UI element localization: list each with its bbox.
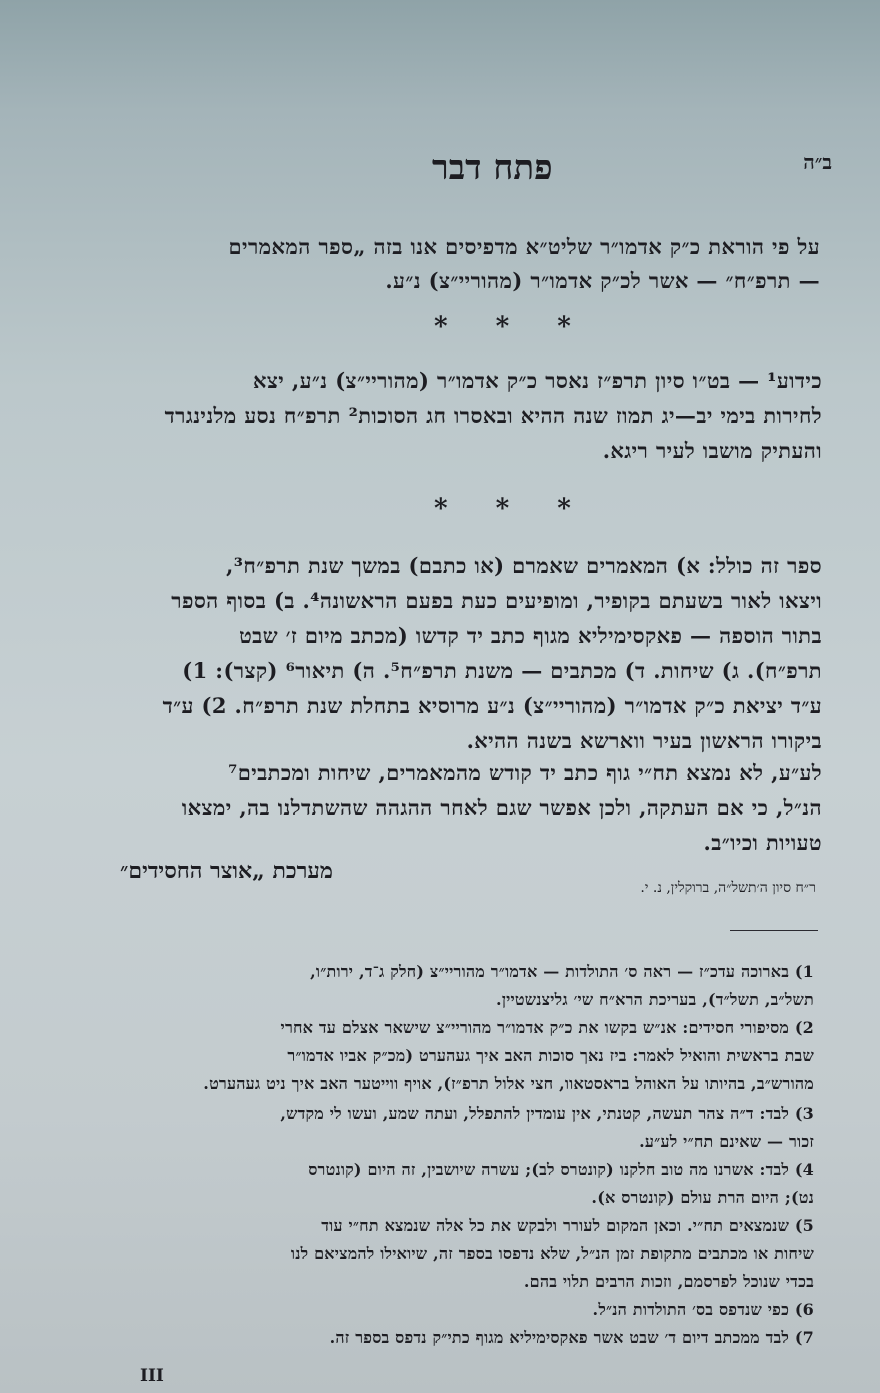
footnote-line: 3) לבד: ד״ה צהר תעשה, קטנתי, אין עומדין להתפלל, ועתה שמע, ועשו לי מקדש, (280, 1104, 814, 1123)
footnote-line: זכור — שאינם תח״י לע״ע. (639, 1132, 814, 1151)
star: * (495, 312, 510, 342)
star: * (557, 312, 571, 342)
paragraph-line: תרפ״ח). ג) שיחות. ד) מכתבים — משנת תרפ״ח⁵. ה) תיאור⁶ (קצר): 1) (182, 658, 822, 683)
footnote-line: 6) כפי שנדפס בס׳ התולדות הנ״ל. (592, 1300, 814, 1319)
page-label: ב״ה (803, 150, 832, 174)
section-divider-stars (410, 312, 595, 342)
footnote-line: 1) בארוכה עדכ״ז — ראה ס׳ התולדות — אדמו״ר מהוריי״צ (חלק ג־ד, ירות״ו, (310, 962, 814, 981)
paragraph-line: והעתיק מושבו לעיר ריגא. (602, 438, 822, 463)
footnote-line: שיחות או מכתבים מתקופת זמן הנ״ל, שלא נדפסו בספר זה, שיואילו להמציאם לנו (290, 1244, 814, 1263)
paragraph-line: טעויות וכיו״ב. (703, 830, 822, 855)
page-number: III (140, 1366, 164, 1386)
footnote-line: תשל״ב, תשל״ד), בעריכת הרא״ח שי׳ גליצנשטיין. (496, 990, 814, 1009)
paragraph-line: ספר זה כולל: א) המאמרים שאמרם (או כתבם) במשך שנת תרפ״ח³, (226, 553, 822, 578)
paragraph-line: לחירות בימי יב—יג תמוז שנה ההיא ובאסרו חג הסוכות² תרפ״ח נסע מלנינגרד (164, 403, 822, 428)
footnote-line: 7) לבד ממכתב דיום ד׳ שבט אשר פאקסימיליא מגוף כתי״ק נדפס בספר זה. (329, 1328, 814, 1347)
date-line: ר״ח סיון ה׳תשל״ה, ברוקלין, נ. י. (640, 880, 816, 896)
section-divider-stars (410, 494, 595, 524)
paragraph-line: ע״ד יציאת כ״ק אדמו״ר (מהוריי״צ) נ״ע מרוסיא בתחלת שנת תרפ״ח. 2) ע״ד (162, 693, 822, 718)
footnote-divider (730, 930, 818, 931)
footnote-line: נט); היום הרת עולם (קונטרס א). (591, 1188, 814, 1207)
intro-line: — תרפ״ח״ — אשר לכ״ק אדמו״ר (מהוריי״צ) נ״ע. (385, 268, 820, 293)
page-title: פתח דבר (432, 148, 553, 188)
paragraph-line: ויצאו לאור בשעתם בקופיר, ומופיעים כעת בפעם הראשונה⁴. ב) בסוף הספר (171, 588, 822, 613)
paragraph-line: לע״ע, לא נמצא תח״י גוף כתב יד קודש מהמאמרים, שיחות ומכתבים⁷ (228, 760, 822, 785)
footnote-line: 4) לבד: אשרנו מה טוב חלקנו (קונטרס לב); עשרה שיושבין, זה היום (קונטרס (308, 1160, 814, 1179)
paragraph-line: כידוע¹ — בט״ו סיון תרפ״ז נאסר כ״ק אדמו״ר (מהוריי״צ) נ״ע, יצא (253, 368, 822, 393)
intro-line: על פי הוראת כ״ק אדמו״ר שליט״א מדפיסים אנו בזה „ספר המאמרים (228, 234, 820, 259)
signature: מערכת „אוצר החסידים״ (120, 858, 333, 884)
paragraph-line: ביקורו הראשון בעיר ווארשא בשנה ההיא. (466, 728, 822, 753)
star: * (434, 494, 448, 524)
footnote-line: שבת בראשית והואיל לאמר: ביז נאך סוכות האב איך געהערט (מכ״ק אביו אדמו״ר (287, 1046, 814, 1065)
footnote-line: בכדי שנוכל לפרסמם, וזכות הרבים תלוי בהם. (523, 1272, 814, 1291)
star: * (495, 494, 510, 524)
footnote-line: 2) מסיפורי חסידים: אנ״ש בקשו את כ״ק אדמו״ר מהוריי״צ שישאר אצלם עד אחרי (280, 1018, 814, 1037)
footnote-line: מהורש״ב, בהיותו על האוהל בראסטאוו, חצי אלול תרפ״ז), אויף ווייטער האב איך ניט געהערט. (203, 1074, 814, 1093)
star: * (557, 494, 571, 524)
paragraph-line: הנ״ל, כי אם העתקה, ולכן אפשר שגם לאחר ההגהה שהשתדלנו בה, ימצאו (181, 795, 822, 820)
star: * (434, 312, 448, 342)
footnote-line: 5) שנמצאים תח״י. וכאן המקום לעורר ולבקש את כל אלה שנמצא תח״י עוד (321, 1216, 814, 1235)
paragraph-line: בתור הוספה — פאקסימיליא מגוף כתב יד קדשו (מכתב מיום ז׳ שבט (239, 623, 822, 648)
